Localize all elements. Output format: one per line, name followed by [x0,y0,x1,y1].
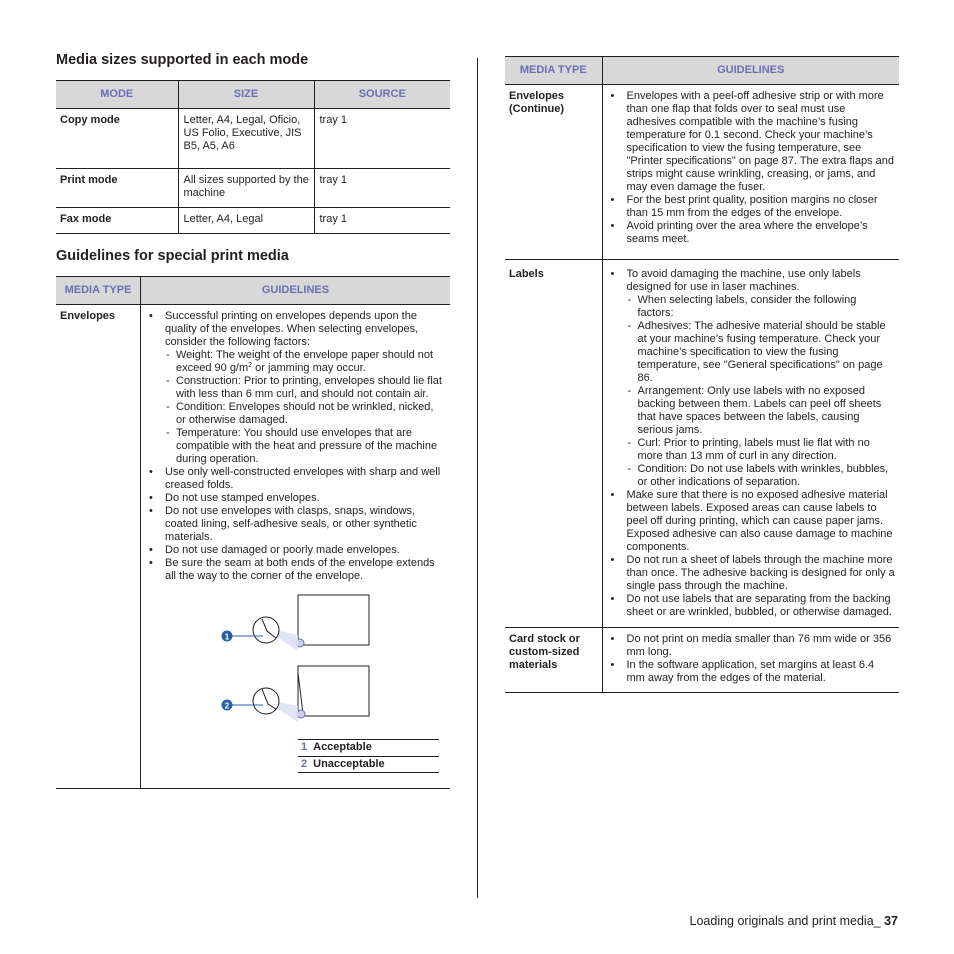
page-number: 37 [884,914,898,928]
list-item: • Make sure that there is no exposed adhesive material between labels. Exposed areas can cause labels to peel off during printing, which can cause paper jams. Exposed adhesive can also cause damage to machine components. [608,489,896,554]
table-row [505,85,899,260]
list-item: • In the software application, set margins at least 6.4 mm away from the edges of the material. [608,659,896,685]
media-type-cell: Envelopes (Continue) [505,85,602,260]
callout-2-number: 2 [224,701,230,711]
callout-1-number: 1 [224,632,230,642]
col-header-guidelines: GUIDELINES [602,57,899,85]
col-header-source: SOURCE [314,81,450,109]
envelope-illustration [166,593,446,739]
list-item: • Use only well-constructed envelopes with sharp and well creased folds. [146,466,446,492]
guideline-list [608,633,896,685]
size-cell: Letter, A4, Legal, Oficio, US Folio, Executive, JIS B5, A5, A6 [178,109,314,169]
right-column [505,56,899,693]
guidelines-cell [602,260,899,628]
acceptable-envelope-drawing [232,595,369,651]
source-cell: tray 1 [314,109,450,169]
mode-cell: Fax mode [56,208,178,234]
list-item: • Be sure the seam at both ends of the envelope extends all the way to the corner of the envelope. [146,557,446,583]
list-item: - Arrangement: Only use labels with no exposed backing between them. Labels can peel off sheets that have spaces between the labels, causing serious jams. [627,385,896,437]
size-cell: Letter, A4, Legal [178,208,314,234]
sub-list [165,349,446,466]
table-row [56,305,450,789]
table-row [505,628,899,693]
list-item: - When selecting labels, consider the following factors: [627,294,896,320]
table-header-row [56,277,450,305]
list-item: - Curl: Prior to printing, labels must lie flat with no more than 13 mm of curl in any direction. [627,437,896,463]
heading-special-media: Guidelines for special print media [56,248,289,264]
legend-item-acceptable: 1 Acceptable [298,739,439,756]
sub-list [627,294,896,489]
figure-legend [298,739,439,773]
column-divider [477,58,478,898]
col-header-media-type: MEDIA TYPE [56,277,141,305]
table-row [505,260,899,628]
media-type-cell: Card stock or custom-sized materials [505,628,602,693]
table-header-row [505,57,899,85]
mode-cell: Print mode [56,169,178,208]
list-item: - Condition: Envelopes should not be wrinkled, nicked, or otherwise damaged. [165,401,446,427]
list-item: • Do not use stamped envelopes. [146,492,446,505]
list-item: - Condition: Do not use labels with wrinkles, bubbles, or other indications of separation. [627,463,896,489]
heading-media-sizes: Media sizes supported in each mode [56,52,309,68]
col-header-mode: MODE [56,81,178,109]
legend-item-unacceptable: 2 Unacceptable [298,756,439,773]
list-item: • Envelopes with a peel-off adhesive strip or with more than one flap that folds over to seal must use adhesives compatible with the machine’s fusing temperature for 0.1 second. Check your machine’s specification to view the fusing temperature, see "Printer specifications" on page 87. The extra flaps and strips might cause wrinkling, creasing, or jams, and may even damage the fuser. [608,90,896,194]
unacceptable-envelope-drawing [232,666,369,722]
guideline-list [146,310,446,583]
size-cell: All sizes supported by the machine [178,169,314,208]
list-item: • Do not use envelopes with clasps, snaps, windows, coated lining, self-adhesive seals, or other synthetic materials. [146,505,446,544]
list-item: • Avoid printing over the area where the envelope’s seams meet. [608,220,896,246]
list-item: • Do not use damaged or poorly made envelopes. [146,544,446,557]
mode-cell: Copy mode [56,109,178,169]
list-item: • To avoid damaging the machine, use only labels designed for use in laser machines. - When selecting labels, consider the following factors: - Adhesives: The adhesive material should be stable at your machine’s fusing temperature. Check your machine’s specification to view the fusing temperature, see "General specifications" on page 86. - Arrangement: Only use labels with no exposed backing between them. Labels can peel off sheets that have spaces between the labels, causing serious jams. - Curl: Prior to printing, labels must lie flat with no more than 13 mm of curl in any direction. - Condition: Do not use labels with wrinkles, bubbles, or other indications of separation. [608,268,896,489]
table-row [56,169,450,208]
guideline-list [608,268,896,619]
list-item: - Weight: The weight of the envelope paper should not exceed 90 $g/m^2$ or jamming may occur. [165,349,446,375]
special-media-table [56,276,450,789]
guideline-list [608,90,896,246]
list-item: • Do not run a sheet of labels through the machine more than once. The adhesive backing is designed for only a single pass through the machine. [608,554,896,593]
source-cell: tray 1 [314,169,450,208]
list-item: • For the best print quality, position margins no closer than 15 mm from the edges of the envelope. [608,194,896,220]
list-item: - Adhesives: The adhesive material should be stable at your machine’s fusing temperature. Check your machine’s specification to view the fusing temperature, see "General specifications" on page 86. [627,320,896,385]
media-type-cell: Labels [505,260,602,628]
guidelines-cell [602,85,899,260]
list-item: • Successful printing on envelopes depends upon the quality of the envelopes. When selecting envelopes, consider the following factors: - Weight: The weight of the envelope paper should not exceed 90 $g/m^2$ or jamming may occur. - Construction: Prior to printing, envelopes should lie flat with less than 6 mm curl, and should not contain air. - Condition: Envelopes should not be wrinkled, nicked, or otherwise damaged. - Temperature: You should use envelopes that are compatible with the heat and pressure of the machine during operation. [146,310,446,466]
page-footer [690,914,898,928]
guidelines-cell [141,305,451,789]
col-header-media-type: MEDIA TYPE [505,57,602,85]
envelope-seam-figure [166,593,446,781]
guidelines-cell [602,628,899,693]
list-item: • Do not use labels that are separating from the backing sheet or are wrinkled, bubbled, or otherwise damaged. [608,593,896,619]
table-row [56,109,450,169]
table-row [56,208,450,234]
list-item: - Construction: Prior to printing, envelopes should lie flat with less than 6 mm curl, and should not contain air. [165,375,446,401]
list-item: - Temperature: You should use envelopes that are compatible with the heat and pressure of the machine during operation. [165,427,446,466]
list-item: • Do not print on media smaller than 76 mm wide or 356 mm long. [608,633,896,659]
footer-chapter-title: Loading originals and print media_ [689,914,885,928]
media-type-cell: Envelopes [56,305,141,789]
left-column [56,50,450,789]
media-sizes-table [56,80,450,234]
table-header-row [56,81,450,109]
col-header-guidelines: GUIDELINES [141,277,451,305]
special-media-table-continued [505,56,899,693]
col-header-size: SIZE [178,81,314,109]
source-cell: tray 1 [314,208,450,234]
